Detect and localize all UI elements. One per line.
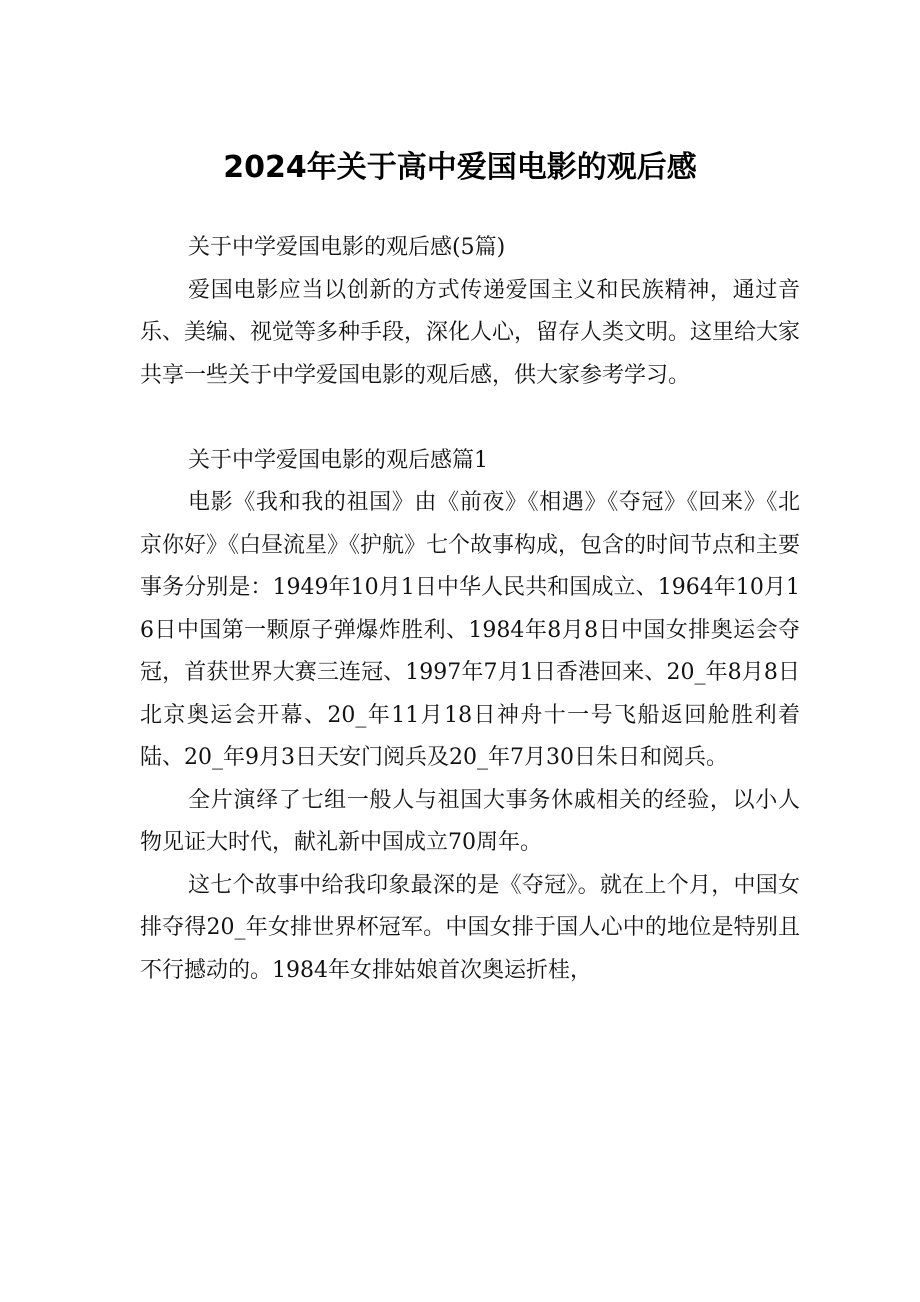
document-body (140, 227, 800, 992)
intro-paragraph: 爱国电影应当以创新的方式传递爱国主义和民族精神，通过音乐、美编、视觉等多种手段，深化人心，留存人类文明。这里给大家共享一些关于中学爱国电影的观后感，供大家参考学习。 (140, 277, 801, 388)
body-paragraph: 这七个故事中给我印象最深的是《夺冠》。就在上个月，中国女排夺得20_年女排世界杯冠军。中国女排于国人心中的地位是特别且不行撼动的。1984年女排姑娘首次奥运折桂， (140, 872, 800, 983)
paragraph-spacer (140, 397, 800, 440)
section-heading: 关于中学爱国电影的观后感篇1 (188, 447, 488, 473)
body-paragraph: 全片演绎了七组一般人与祖国大事务休戚相关的经验，以小人物见证大时代，献礼新中国成立70周年。 (140, 787, 800, 855)
body-paragraph: 电影《我和我的祖国》由《前夜》《相遇》《夺冠》《回来》《北京你好》《白昼流星》《护航》七个故事构成，包含的时间节点和主要事务分别是：1949年10月1日中华人民共和国成立、1964年10月16日中国第一颗原子弹爆炸胜利、1984年8月8日中国女排奥运会夺冠，首获世界大赛三连冠、1997年7月1日香港回来、20_年8月8日北京奥运会开幕、20_年11月18日神舟十一号飞船返回舱胜利着陆、20_年9月3日天安门阅兵及20_年7月30日朱日和阅兵。 (140, 490, 801, 770)
document-title: 2024年关于高中爱国电影的观后感 (223, 150, 697, 185)
subtitle-paragraph: 关于中学爱国电影的观后感(5篇) (188, 235, 506, 260)
